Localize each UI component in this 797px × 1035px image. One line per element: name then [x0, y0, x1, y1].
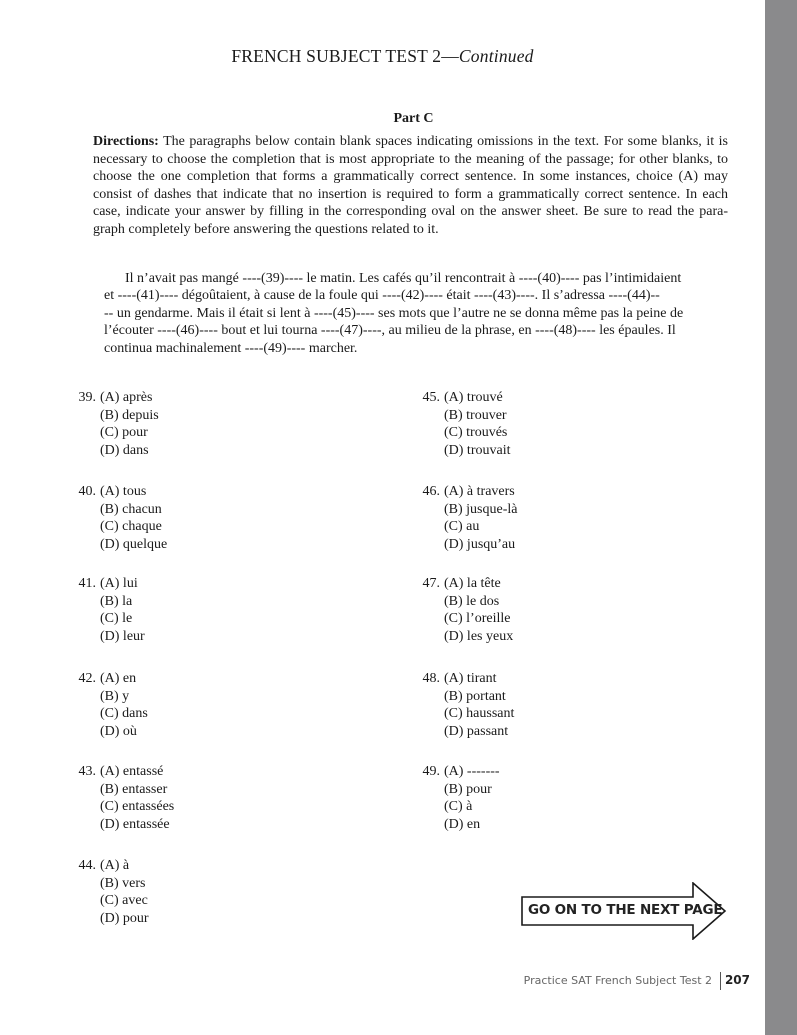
directions [93, 133, 728, 239]
page-footer [480, 972, 750, 990]
question-42 [71, 670, 148, 740]
choice-a[interactable]: (A) la tête [444, 576, 501, 591]
go-on-label: GO ON TO THE NEXT PAGE [528, 902, 723, 918]
choice-c[interactable]: (C) le [100, 611, 133, 626]
choice-b[interactable]: (B) portant [444, 688, 506, 704]
choice-d[interactable]: (D) passant [444, 723, 509, 739]
choice-b[interactable]: (B) chacun [100, 501, 162, 517]
choice-c[interactable]: (C) trouvés [444, 425, 508, 440]
choice-a[interactable]: (A) tirant [444, 671, 497, 686]
footer-text: Practice SAT French Subject Test 2 [523, 974, 712, 987]
choice-c[interactable]: (C) chaque [100, 519, 162, 534]
question-number: 46. [422, 484, 440, 499]
question-49 [415, 763, 500, 833]
choice-c[interactable]: (C) pour [100, 425, 148, 440]
choice-b[interactable]: (B) la [100, 593, 133, 609]
question-44 [71, 857, 149, 927]
choice-b[interactable]: (B) entasser [100, 781, 168, 797]
choice-c[interactable]: (C) au [444, 519, 480, 534]
question-39 [71, 389, 159, 459]
passage [104, 270, 714, 357]
choice-b[interactable]: (B) depuis [100, 407, 159, 423]
choice-a[interactable]: (A) lui [100, 576, 138, 591]
question-number: 43. [78, 764, 96, 779]
choice-a[interactable]: (A) entassé [100, 764, 164, 779]
choice-c[interactable]: (C) entassées [100, 799, 175, 814]
choice-a[interactable]: (A) tous [100, 484, 147, 499]
passage-line: l’écouter ----(46)---- bout et lui tourna ----(47)----, au milieu de la phrase, en ----(48)---- les épaules. Il [104, 323, 676, 339]
choice-a[interactable]: (A) à travers [444, 484, 515, 499]
choice-c[interactable]: (C) avec [100, 893, 148, 908]
question-45 [415, 389, 510, 459]
part-title: Part C [393, 111, 434, 126]
question-number: 47. [422, 576, 440, 591]
choice-b[interactable]: (B) jusque-là [444, 501, 518, 517]
choice-c[interactable]: (C) l’oreille [444, 611, 511, 626]
choice-d[interactable]: (D) dans [100, 442, 149, 458]
question-number: 45. [422, 390, 440, 405]
question-number: 48. [422, 671, 440, 686]
question-number: 42. [78, 671, 96, 686]
header-title: FRENCH SUBJECT TEST 2— [231, 46, 459, 66]
choice-c[interactable]: (C) à [444, 799, 473, 814]
question-48 [415, 670, 514, 740]
go-on-banner [521, 882, 727, 940]
choice-d[interactable]: (D) pour [100, 910, 149, 926]
question-number: 49. [422, 764, 440, 779]
choice-a[interactable]: (A) en [100, 671, 137, 686]
choice-b[interactable]: (B) y [100, 688, 130, 704]
choice-d[interactable]: (D) quelque [100, 536, 168, 552]
question-number: 40. [78, 484, 96, 499]
choice-a[interactable]: (A) à [100, 858, 130, 873]
choice-c[interactable]: (C) dans [100, 706, 148, 721]
choice-d[interactable]: (D) où [100, 723, 137, 739]
passage-line: continua machinalement ----(49)---- marcher. [104, 340, 358, 356]
choice-c[interactable]: (C) haussant [444, 706, 515, 721]
side-bar [765, 0, 797, 1035]
choice-b[interactable]: (B) le dos [444, 593, 500, 609]
question-47 [415, 575, 513, 645]
choice-b[interactable]: (B) trouver [444, 407, 507, 423]
header-continued: Continued [458, 46, 534, 66]
passage-line: Il n’avait pas mangé ----(39)---- le matin. Les cafés qu’il rencontrait à ----(40)---- pas l’intimidaient [125, 271, 682, 286]
question-40 [71, 483, 167, 553]
choice-a[interactable]: (A) après [100, 390, 153, 405]
directions-label: Directions: [93, 134, 159, 149]
footer-divider [720, 972, 721, 990]
directions-text: The paragraphs below contain blank spaces indicating omissions in the text. For some blanks, it is necessary to choose the completion that is most appropriate to the meaning of the passage; for other blanks, to choose the one completion that forms a grammatically correct sentence. In some instances, choice (A) may consist of dashes that indicate that no insertion is required to form a grammatically correct sentence. In each case, indicate your answer by filling in the corresponding oval on the answer sheet. Be sure to read the para-graph completely before answering the questions related to it. [93, 134, 728, 237]
question-number: 44. [78, 858, 96, 873]
choice-b[interactable]: (B) vers [100, 875, 146, 891]
choice-d[interactable]: (D) en [444, 816, 481, 832]
choice-a[interactable]: (A) trouvé [444, 390, 503, 405]
choice-d[interactable]: (D) jusqu’au [444, 536, 516, 552]
passage-line: -- un gendarme. Mais il était si lent à ----(45)---- ses mots que l’autre ne se donna même pas la peine de [104, 305, 684, 321]
choice-b[interactable]: (B) pour [444, 781, 492, 797]
choice-d[interactable]: (D) trouvait [444, 442, 511, 458]
question-number: 39. [78, 390, 96, 405]
choice-a[interactable]: (A) ------- [444, 764, 500, 779]
page-number: 207 [724, 973, 750, 987]
question-46 [415, 483, 517, 553]
choice-d[interactable]: (D) leur [100, 628, 145, 644]
question-number: 41. [78, 576, 96, 591]
question-41 [71, 575, 145, 645]
choice-d[interactable]: (D) les yeux [444, 628, 514, 644]
question-43 [71, 763, 174, 833]
page-header [0, 46, 765, 67]
choice-d[interactable]: (D) entassée [100, 816, 170, 832]
passage-line: et ----(41)---- dégoûtaient, à cause de la foule qui ----(42)---- était ----(43)----. Il s’adressa ----(44)-- [104, 288, 660, 304]
